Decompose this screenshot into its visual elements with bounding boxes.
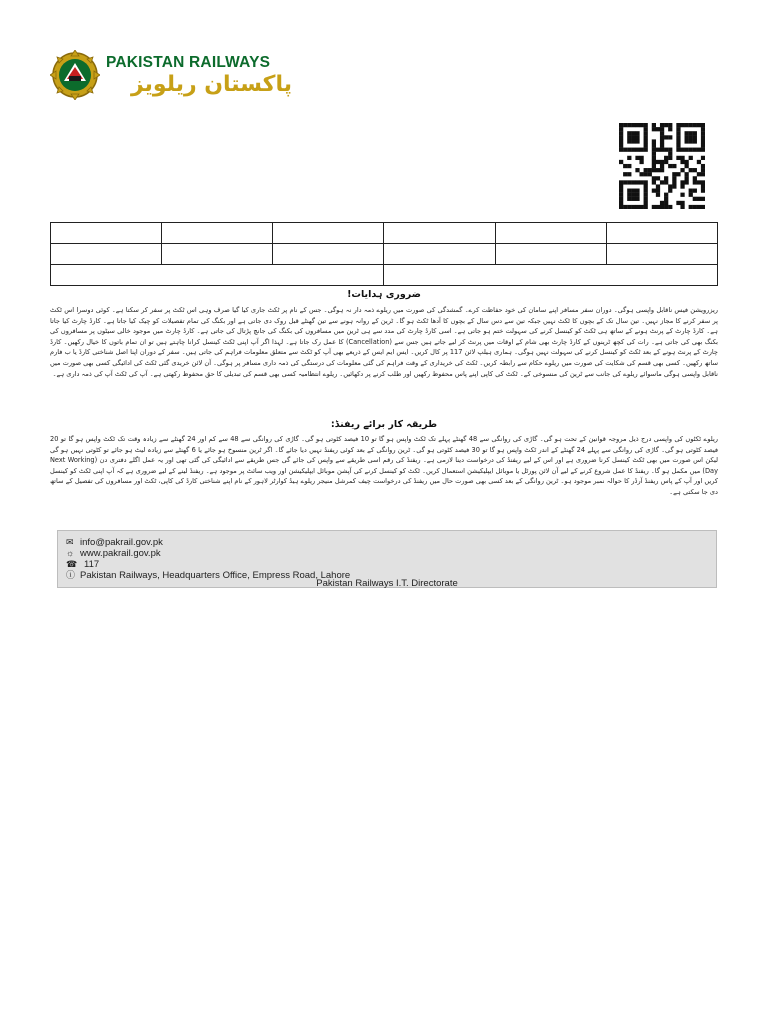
info-icon: ⓘ	[66, 570, 76, 580]
table-cell	[606, 244, 717, 265]
globe-icon: ☼	[66, 548, 75, 558]
refund-paragraph: ریلوے ٹکٹوں کی واپسی درج ذیل مروجہ قوانین کے تحت ہو گی۔ گاڑی کی روانگی سے 48 گھنٹے پہلے تک ٹکٹ واپس ہو گا تو 10 فیصد کٹوتی ہو گی۔ گاڑی کی روانگی سے 48 سے کم اور 24 گھنٹے سے زیادہ وقت تک ٹکٹ واپس ہو گا تو 20 فیصد کٹوتی ہو گی۔ گاڑی کی روانگی سے پہلے 24 گھنٹے کے اندر ٹکٹ واپس ہو گا تو 30 فیصد کٹوتی ہو گی۔ ٹرین روانگی کے بعد کوئی ریفنڈ نہیں دیا جائے گا۔ اگر ٹرین منسوخ ہو جائے یا 6 گھنٹے سے زیادہ لیٹ ہو جائے تو کٹوتی نہیں ہو گی لیکن اس صورت میں بھی ٹکٹ کینسل کرنا ضروری ہے اور اس کے لیے ریفنڈ کی درخواست دینا لازمی ہے۔ ریفنڈ کی رقم اسی طریقے سے واپس کی جائے گی جس طریقے سے ادائیگی کی گئی تھی اور یہ عمل اگلے دفتری دن (Next Working Day) میں مکمل ہو گا۔ ریفنڈ کا عمل شروع کرنے کے لیے آن لائن پورٹل یا موبائل ایپلیکیشن استعمال کریں۔ ٹکٹ کو کینسل کرنے کی آپشن موبائل ایپلیکیشن اور ویب سائٹ پر موجود ہے۔ ریفنڈ لینے کے لیے ضروری ہے کہ آپ اپنی ٹکٹ کو کینسل کریں اور آپ کے پاس ریفنڈ آرڈر کا حوالہ نمبر موجود ہو۔ ٹرین روانگی کے بعد کسی بھی صورت حال میں ریفنڈ کی درخواست چیف کمرشل منیجر ریلوے ہیڈ کوارٹر لاہور کے نام اپنے شناختی کارڈ کی کاپی، ٹکٹ اور مسافروں کی تفصیل کے ساتھ دی جا سکتی ہے۔	[50, 435, 718, 496]
contact-address: Pakistan Railways, Headquarters Office, Empress Road, Lahore	[80, 570, 351, 581]
refund-heading: طریقہ کار برائے ریفنڈ:	[330, 419, 438, 430]
contact-website[interactable]: www.pakrail.gov.pk	[80, 548, 161, 559]
table-cell	[51, 244, 162, 265]
contact-website-row	[66, 548, 161, 559]
logo-text-urdu: پاکستان ریلویز	[130, 72, 292, 97]
table-cell	[162, 223, 273, 244]
pakistan-railways-emblem-icon	[50, 50, 100, 100]
contact-email[interactable]: info@pakrail.gov.pk	[80, 537, 163, 548]
envelope-phone-icon: ✉	[66, 537, 74, 547]
table-row	[51, 265, 718, 286]
table-cell	[606, 223, 717, 244]
table-cell	[495, 244, 606, 265]
ticket-details-table	[50, 222, 718, 286]
logo-text-english: PAKISTAN RAILWAYS	[106, 54, 271, 71]
table-cell	[51, 265, 384, 286]
table-row	[51, 244, 718, 265]
contact-email-row	[66, 537, 163, 548]
telephone-icon: ☎	[66, 559, 78, 569]
instructions-heading: ضروری ہدایات!	[347, 289, 421, 300]
table-cell	[384, 223, 495, 244]
contact-phone-row	[66, 559, 99, 570]
qr-code-icon	[619, 123, 705, 209]
table-cell	[273, 244, 384, 265]
table-cell	[162, 244, 273, 265]
pakistan-railways-logo	[50, 50, 292, 102]
table-cell	[495, 223, 606, 244]
contact-box	[57, 530, 717, 588]
it-directorate-label: Pakistan Railways I.T. Directorate	[316, 578, 458, 589]
instructions-paragraph: ریزرویشن فیس ناقابل واپسی ہوگی۔ دوران سفر مسافر اپنے سامان کی خود حفاظت کرے۔ گمشدگی کی صورت میں ریلوے ذمہ دار نہ ہوگی۔ جس کے نام پر ٹکٹ جاری کیا گیا صرف وہی اس ٹکٹ پر سفر کر سکتا ہے۔ کوئی دوسرا اس ٹکٹ پر سفر کرنے کا مجاز نہیں۔ تین سال تک کے بچوں کا ٹکٹ نہیں جبکہ تین سے دس سال کے بچوں کا آدھا ٹکٹ ہو گا۔ ٹرین کے روانہ ہونے سے تین گھنٹے قبل روک دی جاتی ہے اور بکنگ کی تمام تفصیلات کو چیک کیا جاتا ہے۔ کارڈ چارٹ کیا جاتا ہے۔ کارڈ چارٹ کے پرنٹ ہونے کے ساتھ ہی ٹکٹ کو کینسل کرنے کی سہولت ختم ہو جاتی ہے۔ اسی کارڈ چارٹ کی مدد سے ہی ٹرین میں مسافروں کی بکنگ کی جانچ پڑتال کی جاتی ہے۔ کارڈ چارٹ میں موجود خالی سیٹوں پر مسافروں کی بکنگ بھی کی جاتی ہے۔ رات کی کچھ ٹرینوں کے کارڈ چارٹ بھی شام کے اوقات میں پرنٹ کر لیے جاتے ہیں جس سے (Cancellation) کا عمل رک جاتا ہے۔ لہذا اگر آپ اپنی ٹکٹ کینسل کرانا چاہتے ہیں تو ان تمام باتوں کا خیال رکھیں۔ کارڈ چارٹ کے پرنٹ ہونے کے بعد ٹکٹ کو کینسل کرنے کی سہولت نہیں ہوگی۔ ہماری ہیلپ لائن 117 پر کال کریں۔ ایس ایم ایس کے ذریعے بھی آپ کو ٹکٹ سے متعلق معلومات فراہم کی جاتی ہیں۔ سفر کے دوران اپنا اصل شناختی کارڈ یا ب فارم ساتھ رکھیں۔ کسی بھی قسم کی شکایت کی صورت میں ریلوے حکام سے رابطہ کریں۔ ٹکٹ کی خریداری کے وقت فراہم کی گئی معلومات کی درستگی کی ذمہ داری مسافر پر ہوگی۔ آن لائن خریدی گئی ٹکٹ کی ادائیگی کسی بھی صورت میں ناقابل واپسی ہوگی ماسوائے ریلوے کی جانب سے ٹرین کی منسوخی کے۔ ٹکٹ کی کاپی اپنے پاس محفوظ رکھیں اور طلب کرنے پر دکھائیں۔ ریلوے انتظامیہ کسی بھی قسم کی تبدیلی کا حق محفوظ رکھتی ہے۔ آپ کی ٹکٹ آپ کی ذمہ داری ہے۔	[50, 306, 718, 378]
table-row	[51, 223, 718, 244]
table-cell	[51, 223, 162, 244]
table-cell	[384, 244, 495, 265]
table-cell	[384, 265, 718, 286]
contact-phone: 117	[84, 559, 100, 570]
table-cell	[273, 223, 384, 244]
